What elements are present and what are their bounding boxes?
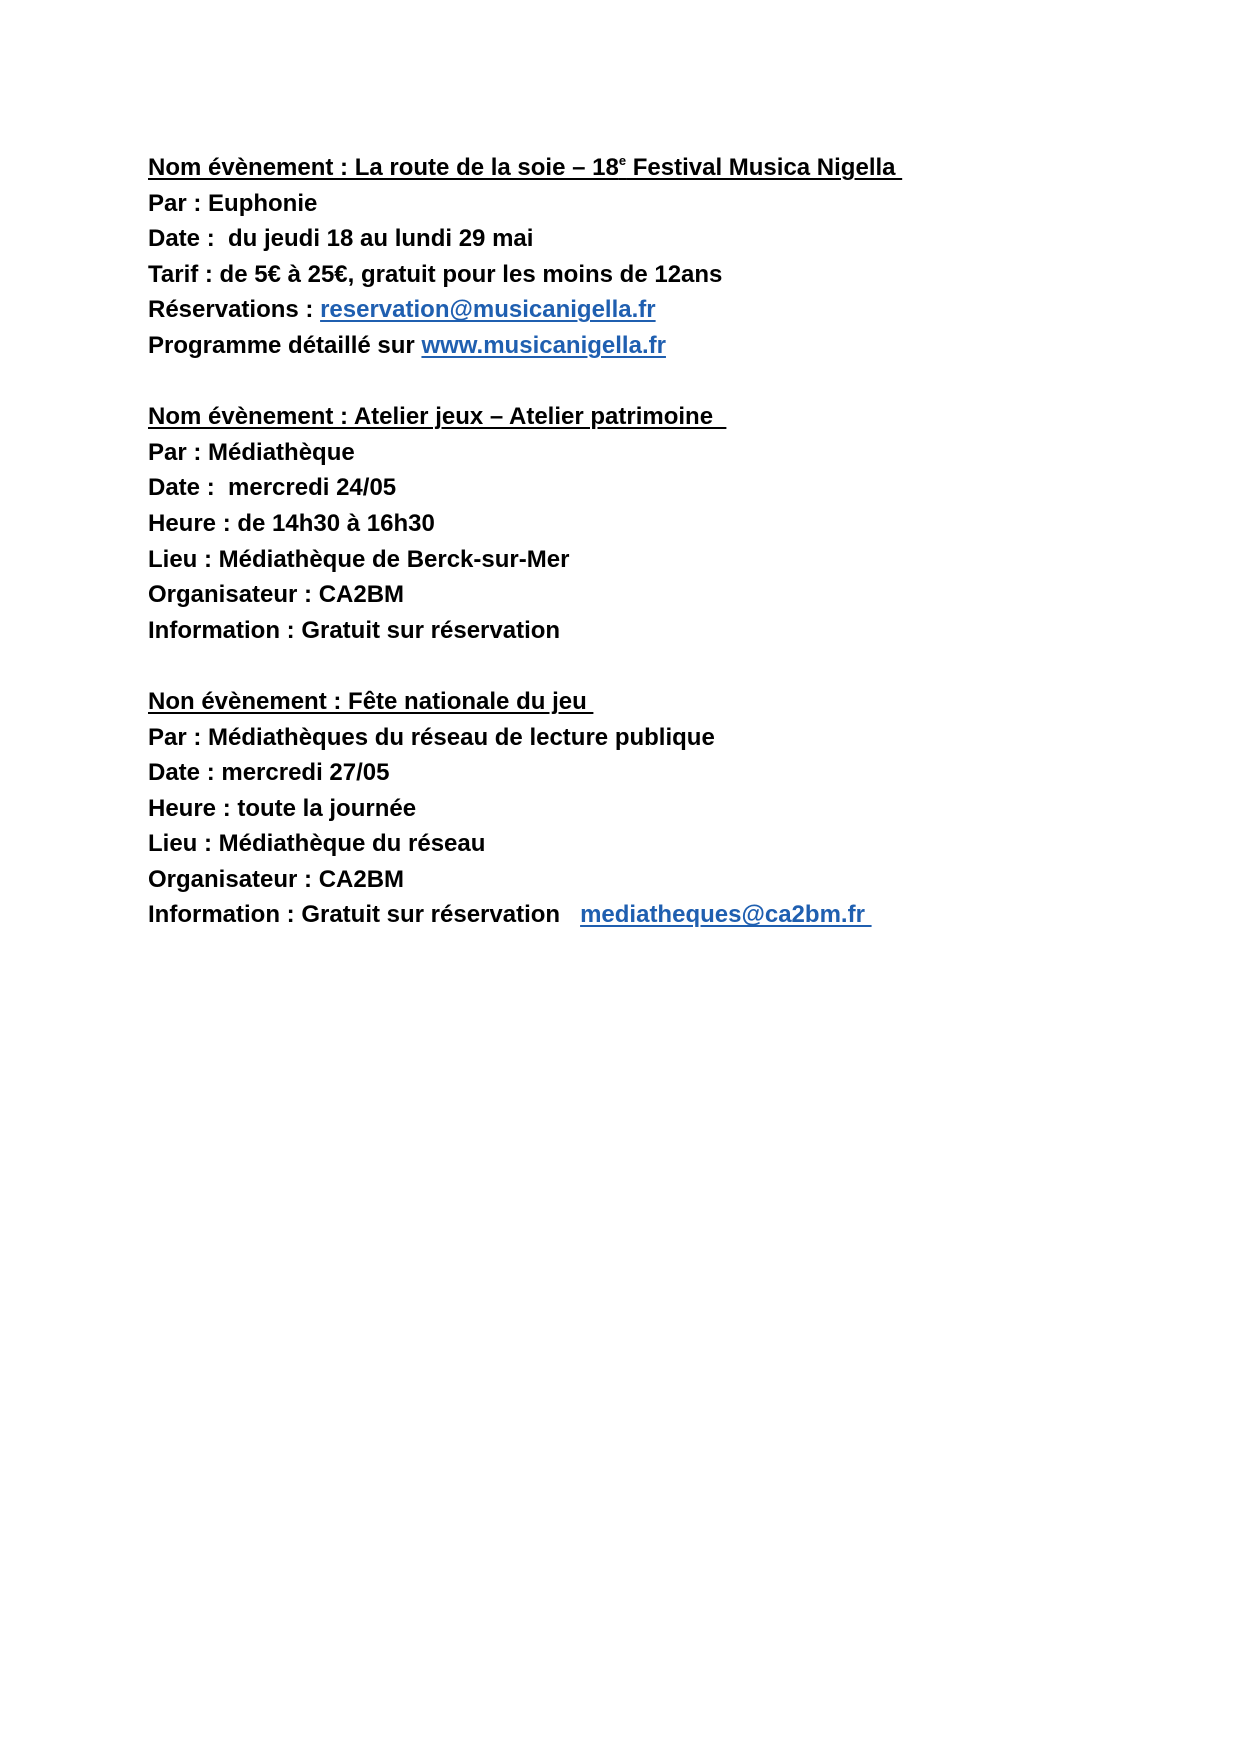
event1-title-superscript: e bbox=[618, 153, 627, 168]
event3-title: Non évènement : Fête nationale du jeu bbox=[148, 687, 594, 715]
event1-programme-label: Programme détaillé sur bbox=[148, 331, 422, 359]
website-link[interactable]: www.musicanigella.fr bbox=[421, 331, 666, 359]
event3-lieu: Lieu : Médiathèque du réseau bbox=[148, 830, 486, 858]
event2-lieu: Lieu : Médiathèque de Berck-sur-Mer bbox=[148, 545, 570, 573]
event1-par: Par : Euphonie bbox=[148, 189, 318, 217]
event1-title-text: Nom évènement : La route de la soie – 18 bbox=[148, 154, 619, 181]
event1-reservations bbox=[148, 292, 1148, 328]
event2-organisateur: Organisateur : CA2BM bbox=[148, 581, 405, 609]
event2-par: Par : Médiathèque bbox=[148, 438, 355, 466]
event3-par: Par : Médiathèques du réseau de lecture publique bbox=[148, 723, 715, 751]
event3-information-label: Information : Gratuit sur réservation bbox=[148, 901, 561, 929]
event3-date: Date : mercredi 27/05 bbox=[148, 759, 390, 787]
event3-organisateur: Organisateur : CA2BM bbox=[148, 865, 405, 893]
document-body bbox=[148, 150, 1148, 933]
event2-title: Nom évènement : Atelier jeux – Atelier patrimoine bbox=[148, 403, 727, 431]
section-gap bbox=[148, 364, 1148, 400]
event1-reservations-label: Réservations : bbox=[148, 296, 321, 324]
event1-title bbox=[148, 150, 1148, 186]
event1-title-text-end: Festival Musica Nigella bbox=[626, 154, 903, 181]
event2-heure: Heure : de 14h30 à 16h30 bbox=[148, 509, 435, 537]
event1-date: Date : du jeudi 18 au lundi 29 mai bbox=[148, 225, 534, 253]
event2-date: Date : mercredi 24/05 bbox=[148, 474, 397, 502]
section-gap bbox=[148, 648, 1148, 684]
event3-information bbox=[148, 897, 1148, 933]
reservation-email-link[interactable]: reservation@musicanigella.fr bbox=[320, 296, 656, 324]
event3-heure: Heure : toute la journée bbox=[148, 794, 417, 822]
mediatheques-email-link[interactable]: mediatheques@ca2bm.fr bbox=[580, 901, 872, 929]
event1-tarif: Tarif : de 5€ à 25€, gratuit pour les moins de 12ans bbox=[148, 260, 723, 288]
event2-information: Information : Gratuit sur réservation bbox=[148, 616, 561, 644]
event1-programme bbox=[148, 328, 1148, 364]
